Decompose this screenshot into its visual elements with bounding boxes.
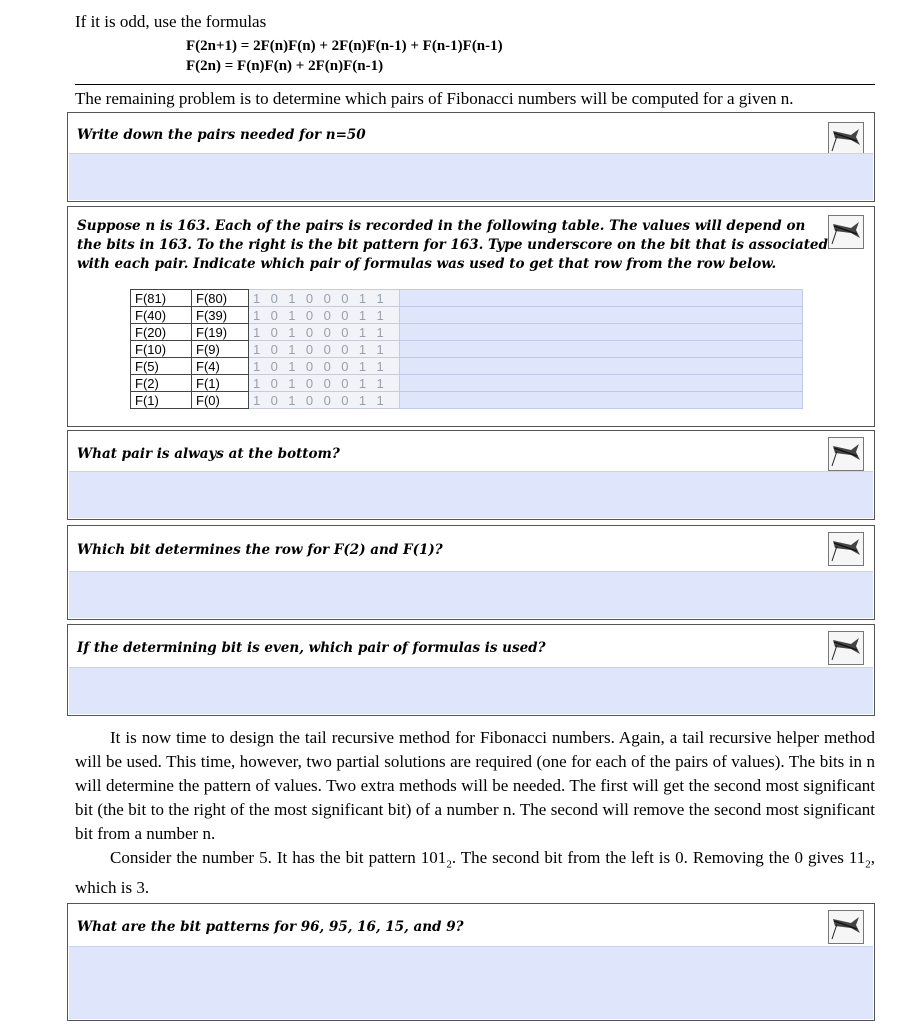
pair-first-cell: F(5)	[131, 358, 192, 375]
answer-field[interactable]	[69, 946, 873, 1019]
question-box-n50	[67, 112, 875, 202]
quill-pen-icon	[829, 438, 863, 470]
question-box-bottom-pair	[67, 430, 875, 520]
question-text: What pair is always at the bottom?	[77, 446, 340, 462]
paragraph-example-5: Consider the number 5. It has the bit pattern $101_2$. The second bit from the left is 0. Removing the 0 gives $11_2$, which is 3.	[75, 848, 876, 898]
bit-pattern-field[interactable]: 1 0 1 0 0 0 1 1	[249, 358, 400, 375]
pair-second-cell: F(80)	[192, 290, 249, 307]
submit-button[interactable]	[828, 215, 864, 249]
formula-answer-field[interactable]	[400, 341, 803, 358]
divider	[75, 84, 875, 85]
pair-second-cell: F(0)	[192, 392, 249, 409]
question-line-1: Suppose n is 163. Each of the pairs is recorded in the following table. The values will depend on	[77, 218, 806, 234]
submit-button[interactable]	[828, 122, 864, 156]
table-row	[131, 358, 803, 375]
table-row	[131, 324, 803, 341]
question-box-determining-bit	[67, 525, 875, 620]
bit-pattern-field[interactable]: 1 0 1 0 0 0 1 1	[249, 307, 400, 324]
remaining-problem-text: The remaining problem is to determine which pairs of Fibonacci numbers will be computed for a given n.	[75, 89, 794, 108]
pair-first-cell: F(81)	[131, 290, 192, 307]
intro-line: If it is odd, use the formulas	[75, 12, 267, 31]
table-row	[131, 341, 803, 358]
bit-pattern-field[interactable]: 1 0 1 0 0 0 1 1	[249, 341, 400, 358]
formula-answer-field[interactable]	[400, 324, 803, 341]
submit-button[interactable]	[828, 910, 864, 944]
table-row	[131, 375, 803, 392]
quill-pen-icon	[829, 123, 863, 155]
submit-button[interactable]	[828, 532, 864, 566]
quill-pen-icon	[829, 216, 863, 248]
pair-first-cell: F(2)	[131, 375, 192, 392]
answer-field[interactable]	[69, 667, 873, 714]
body-text	[75, 726, 875, 900]
paragraph-tail-recursive: It is now time to design the tail recursive method for Fibonacci numbers. Again, a tail recursive helper method will be used. This time, however, two partial solutions are required (one for each of the pairs of values). The bits in n will determine the pattern of values. Two extra methods will be needed. The first will get the second most significant bit (the bit to the right of the most significant bit) of a number n. The second will remove the second most significant bit from a number n.	[75, 728, 875, 843]
quill-pen-icon	[829, 533, 863, 565]
pair-second-cell: F(19)	[192, 324, 249, 341]
question-text: Write down the pairs needed for n=50	[77, 127, 366, 143]
formula-answer-field[interactable]	[400, 375, 803, 392]
question-box-bit-patterns	[67, 903, 875, 1021]
formula-even: F(2n) = F(n)F(n) + 2F(n)F(n-1)	[186, 58, 384, 74]
formula-answer-field[interactable]	[400, 358, 803, 375]
question-text: Which bit determines the row for F(2) and F(1)?	[77, 542, 443, 558]
pair-second-cell: F(9)	[192, 341, 249, 358]
submit-button[interactable]	[828, 631, 864, 665]
fibonacci-pairs-table	[130, 289, 803, 409]
pair-second-cell: F(4)	[192, 358, 249, 375]
formula-odd: F(2n+1) = 2F(n)F(n) + 2F(n)F(n-1) + F(n-1)F(n-1)	[186, 38, 503, 54]
pair-first-cell: F(20)	[131, 324, 192, 341]
formula-answer-field[interactable]	[400, 290, 803, 307]
bit-pattern-field[interactable]: 1 0 1 0 0 0 1 1	[249, 324, 400, 341]
answer-field[interactable]	[69, 153, 873, 200]
pair-first-cell: F(10)	[131, 341, 192, 358]
bit-pattern-field[interactable]: 1 0 1 0 0 0 1 1	[249, 392, 400, 409]
bit-pattern-field[interactable]: 1 0 1 0 0 0 1 1	[249, 290, 400, 307]
question-text: If the determining bit is even, which pair of formulas is used?	[77, 640, 546, 656]
bit-pattern-field[interactable]: 1 0 1 0 0 0 1 1	[249, 375, 400, 392]
pair-first-cell: F(40)	[131, 307, 192, 324]
question-text: What are the bit patterns for 96, 95, 16, 15, and 9?	[77, 919, 464, 935]
pair-first-cell: F(1)	[131, 392, 192, 409]
submit-button[interactable]	[828, 437, 864, 471]
quill-pen-icon	[829, 911, 863, 943]
question-box-even-formulas	[67, 624, 875, 716]
answer-field[interactable]	[69, 571, 873, 618]
question-line-2: the bits in 163. To the right is the bit pattern for 163. Type underscore on the bit that is associated	[77, 237, 828, 253]
pair-second-cell: F(1)	[192, 375, 249, 392]
question-line-3: with each pair. Indicate which pair of formulas was used to get that row from the row below.	[77, 256, 777, 272]
answer-field[interactable]	[69, 471, 873, 518]
formula-answer-field[interactable]	[400, 307, 803, 324]
table-row	[131, 307, 803, 324]
pair-second-cell: F(39)	[192, 307, 249, 324]
table-row	[131, 290, 803, 307]
formula-answer-field[interactable]	[400, 392, 803, 409]
quill-pen-icon	[829, 632, 863, 664]
table-row	[131, 392, 803, 409]
